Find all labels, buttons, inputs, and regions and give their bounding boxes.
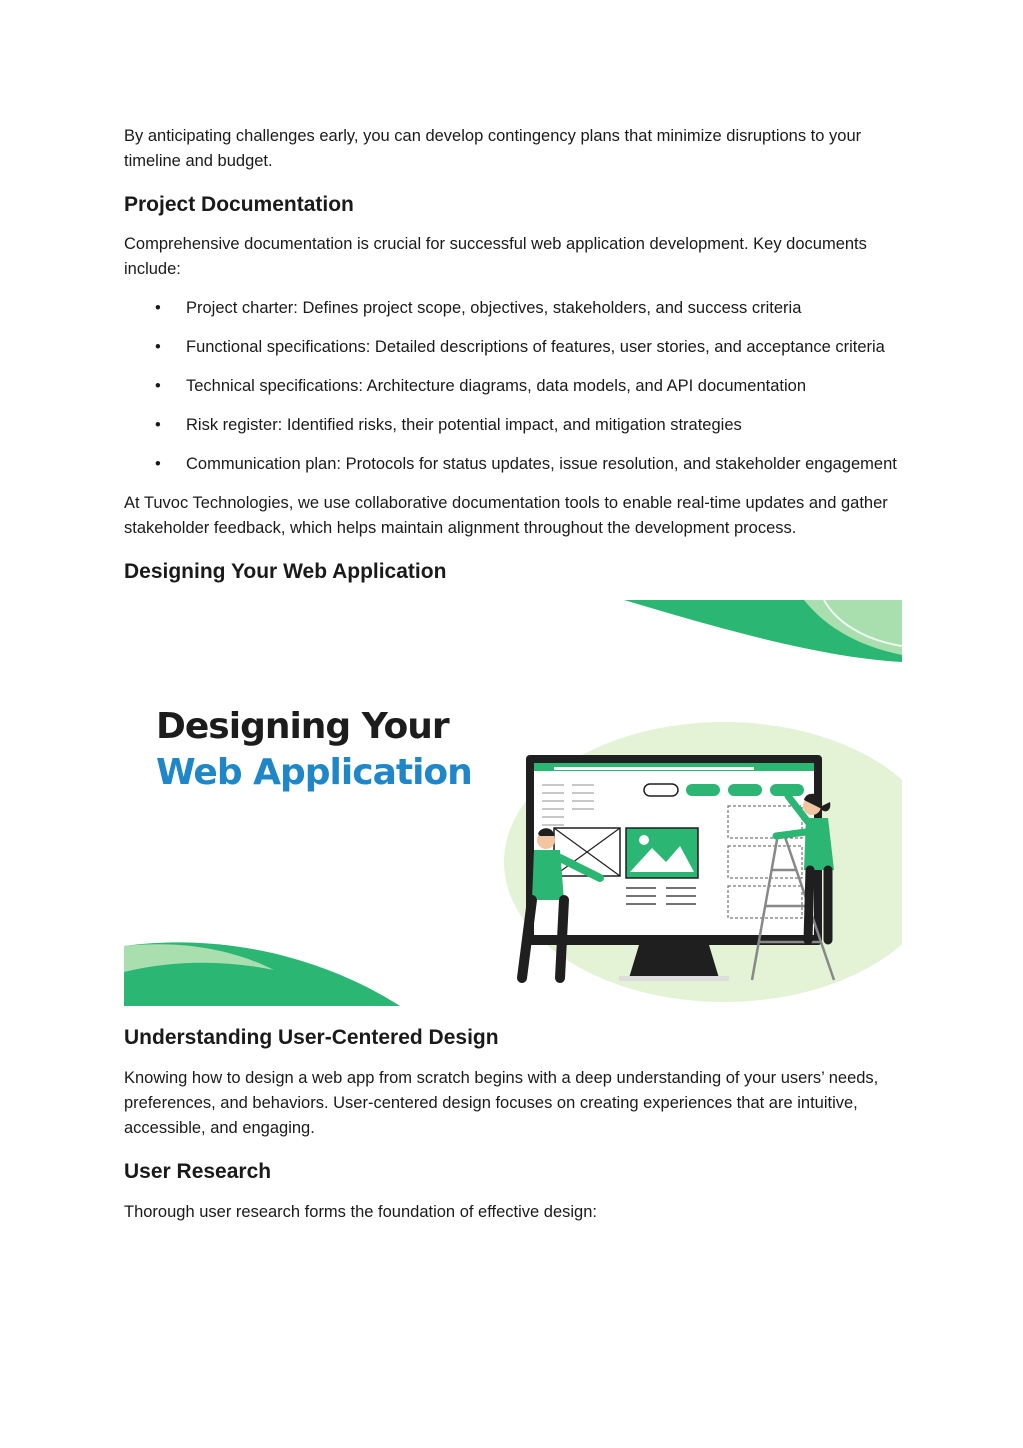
banner-title-line1: Designing Your bbox=[156, 706, 449, 747]
bullet: • bbox=[155, 338, 161, 356]
banner-title-line2: Web Application bbox=[156, 752, 472, 793]
bullet: • bbox=[155, 299, 161, 317]
bullet: • bbox=[155, 416, 161, 434]
heading-user-centered-design: Understanding User-Centered Design bbox=[124, 1026, 499, 1049]
project-documentation-intro: Comprehensive documentation is crucial for successful web application development. Key documents include: bbox=[124, 235, 867, 278]
heading-user-research: User Research bbox=[124, 1160, 272, 1183]
list-item bbox=[124, 413, 902, 438]
heading-designing-web-application: Designing Your Web Application bbox=[124, 560, 447, 583]
user-research-paragraph: Thorough user research forms the foundation of effective design: bbox=[124, 1203, 597, 1221]
list-item bbox=[124, 296, 902, 321]
banner-title bbox=[156, 704, 472, 796]
list-item bbox=[124, 452, 902, 477]
list-item-text: Communication plan: Protocols for status updates, issue resolution, and stakeholder engagement bbox=[186, 455, 897, 473]
documents-list bbox=[124, 296, 902, 477]
tuvoc-paragraph: At Tuvoc Technologies, we use collaborative documentation tools to enable real-time updates and gather stakeholder feedback, which helps maintain alignment throughout the development process. bbox=[124, 494, 888, 537]
intro-paragraph: By anticipating challenges early, you can develop contingency plans that minimize disruptions to your timeline and budget. bbox=[124, 127, 862, 170]
heading-project-documentation: Project Documentation bbox=[124, 193, 354, 216]
banner-illustration bbox=[124, 600, 902, 1006]
designing-banner-image bbox=[124, 600, 902, 1006]
list-item bbox=[124, 374, 902, 399]
list-item bbox=[124, 335, 902, 360]
list-item-text: Functional specifications: Detailed descriptions of features, user stories, and acceptance criteria bbox=[186, 338, 885, 356]
list-item-text: Technical specifications: Architecture diagrams, data models, and API documentation bbox=[186, 377, 807, 395]
user-centered-design-paragraph: Knowing how to design a web app from scratch begins with a deep understanding of your users’ needs, preferences, and behaviors. User-centered design focuses on creating experiences that are intuitive, accessible, and engaging. bbox=[124, 1069, 879, 1137]
list-item-text: Risk register: Identified risks, their potential impact, and mitigation strategies bbox=[186, 416, 742, 434]
bullet: • bbox=[155, 455, 161, 473]
document-content bbox=[124, 124, 902, 1225]
list-item-text: Project charter: Defines project scope, objectives, stakeholders, and success criteria bbox=[186, 299, 802, 317]
bullet: • bbox=[155, 377, 161, 395]
